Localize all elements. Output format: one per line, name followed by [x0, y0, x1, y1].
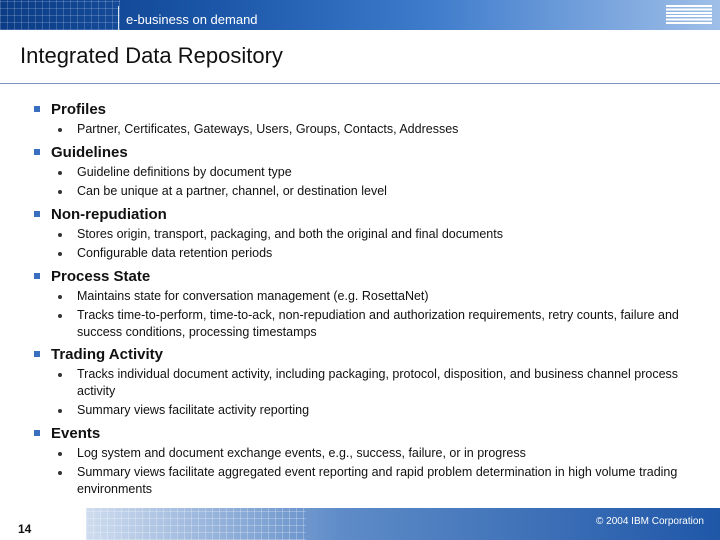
- ibm-logo: [666, 5, 712, 25]
- list-item-text: Configurable data retention periods: [77, 246, 273, 260]
- list-item: [32, 402, 702, 419]
- square-bullet-icon: [34, 106, 40, 112]
- section-non-repudiation: [32, 205, 702, 262]
- round-bullet-icon: [58, 171, 62, 175]
- banner-divider: [118, 6, 119, 30]
- list-item-text: Log system and document exchange events, e.g., success, failure, or in progress: [77, 445, 526, 460]
- list-item-text: Partner, Certificates, Gateways, Users, Groups, Contacts, Addresses: [77, 122, 459, 136]
- section-heading-text: Guidelines: [51, 143, 128, 161]
- list-item-text: Stores origin, transport, packaging, and both the original and final documents: [77, 226, 503, 241]
- section-trading-activity: [32, 345, 702, 419]
- list-item-text: Can be unique at a partner, channel, or destination level: [77, 184, 387, 198]
- round-bullet-icon: [58, 314, 62, 318]
- section-profiles: [32, 100, 702, 138]
- list-item-text: Guideline definitions by document type: [77, 164, 292, 179]
- round-bullet-icon: [58, 471, 62, 475]
- list-item: [32, 288, 702, 305]
- copyright-notice: © 2004 IBM Corporation: [596, 516, 704, 527]
- section-heading: [32, 205, 702, 224]
- bullet-list: [32, 288, 702, 341]
- square-bullet-icon: [34, 430, 40, 436]
- list-item: [32, 445, 702, 462]
- round-bullet-icon: [58, 295, 62, 299]
- page-title: Integrated Data Repository: [20, 43, 283, 68]
- list-item-text: Summary views facilitate activity reporting: [77, 403, 310, 417]
- section-heading: [32, 100, 702, 119]
- section-guidelines: [32, 143, 702, 200]
- list-item: [32, 183, 702, 200]
- bullet-list: [32, 445, 702, 498]
- round-bullet-icon: [58, 452, 62, 456]
- section-heading-text: Non-repudiation: [51, 205, 167, 223]
- list-item: [32, 307, 702, 340]
- section-heading-text: Process State: [51, 267, 151, 285]
- list-item: [32, 366, 702, 399]
- section-heading: [32, 424, 702, 443]
- square-bullet-icon: [34, 273, 40, 279]
- bullet-list: [32, 164, 702, 200]
- square-bullet-icon: [34, 149, 40, 155]
- round-bullet-icon: [58, 373, 62, 377]
- section-heading: [32, 267, 702, 286]
- bullet-list: [32, 366, 702, 419]
- list-item: [32, 226, 702, 243]
- list-item-text: Maintains state for conversation management (e.g. RosettaNet): [77, 288, 429, 303]
- footer-grid-pattern: [86, 508, 306, 540]
- square-bullet-icon: [34, 211, 40, 217]
- round-bullet-icon: [58, 252, 62, 256]
- bullet-list: [32, 226, 702, 262]
- section-heading: [32, 143, 702, 162]
- page-number: 14: [18, 522, 32, 536]
- section-heading: [32, 345, 702, 364]
- list-item-text: Summary views facilitate aggregated event reporting and rapid problem determination in high volume trading environments: [77, 465, 678, 496]
- section-events: [32, 424, 702, 498]
- section-heading-text: Profiles: [51, 101, 107, 118]
- ibm-logo-striped-icon: [666, 5, 712, 25]
- list-item: [32, 464, 702, 497]
- list-item-text: Tracks time-to-perform, time-to-ack, non-repudiation and authorization requirements, retry counts, failure and success conditions, processing timestamps: [77, 308, 679, 339]
- round-bullet-icon: [58, 409, 62, 413]
- list-item: [32, 245, 702, 262]
- section-process-state: [32, 267, 702, 341]
- header-banner: [0, 0, 720, 30]
- bullet-list: [32, 121, 702, 138]
- slide-content: [32, 100, 702, 502]
- banner-tagline: e-business on demand: [126, 12, 258, 27]
- section-heading-text: Events: [51, 424, 101, 442]
- round-bullet-icon: [58, 128, 62, 132]
- list-item-text: Tracks individual document activity, including packaging, protocol, disposition, and business channel process activity: [77, 367, 679, 398]
- list-item: [32, 121, 702, 138]
- banner-grid-pattern: [0, 0, 120, 30]
- section-heading-text: Trading Activity: [51, 346, 163, 363]
- round-bullet-icon: [58, 233, 62, 237]
- square-bullet-icon: [34, 351, 40, 357]
- list-item: [32, 164, 702, 181]
- round-bullet-icon: [58, 190, 62, 194]
- title-rule: [0, 83, 720, 84]
